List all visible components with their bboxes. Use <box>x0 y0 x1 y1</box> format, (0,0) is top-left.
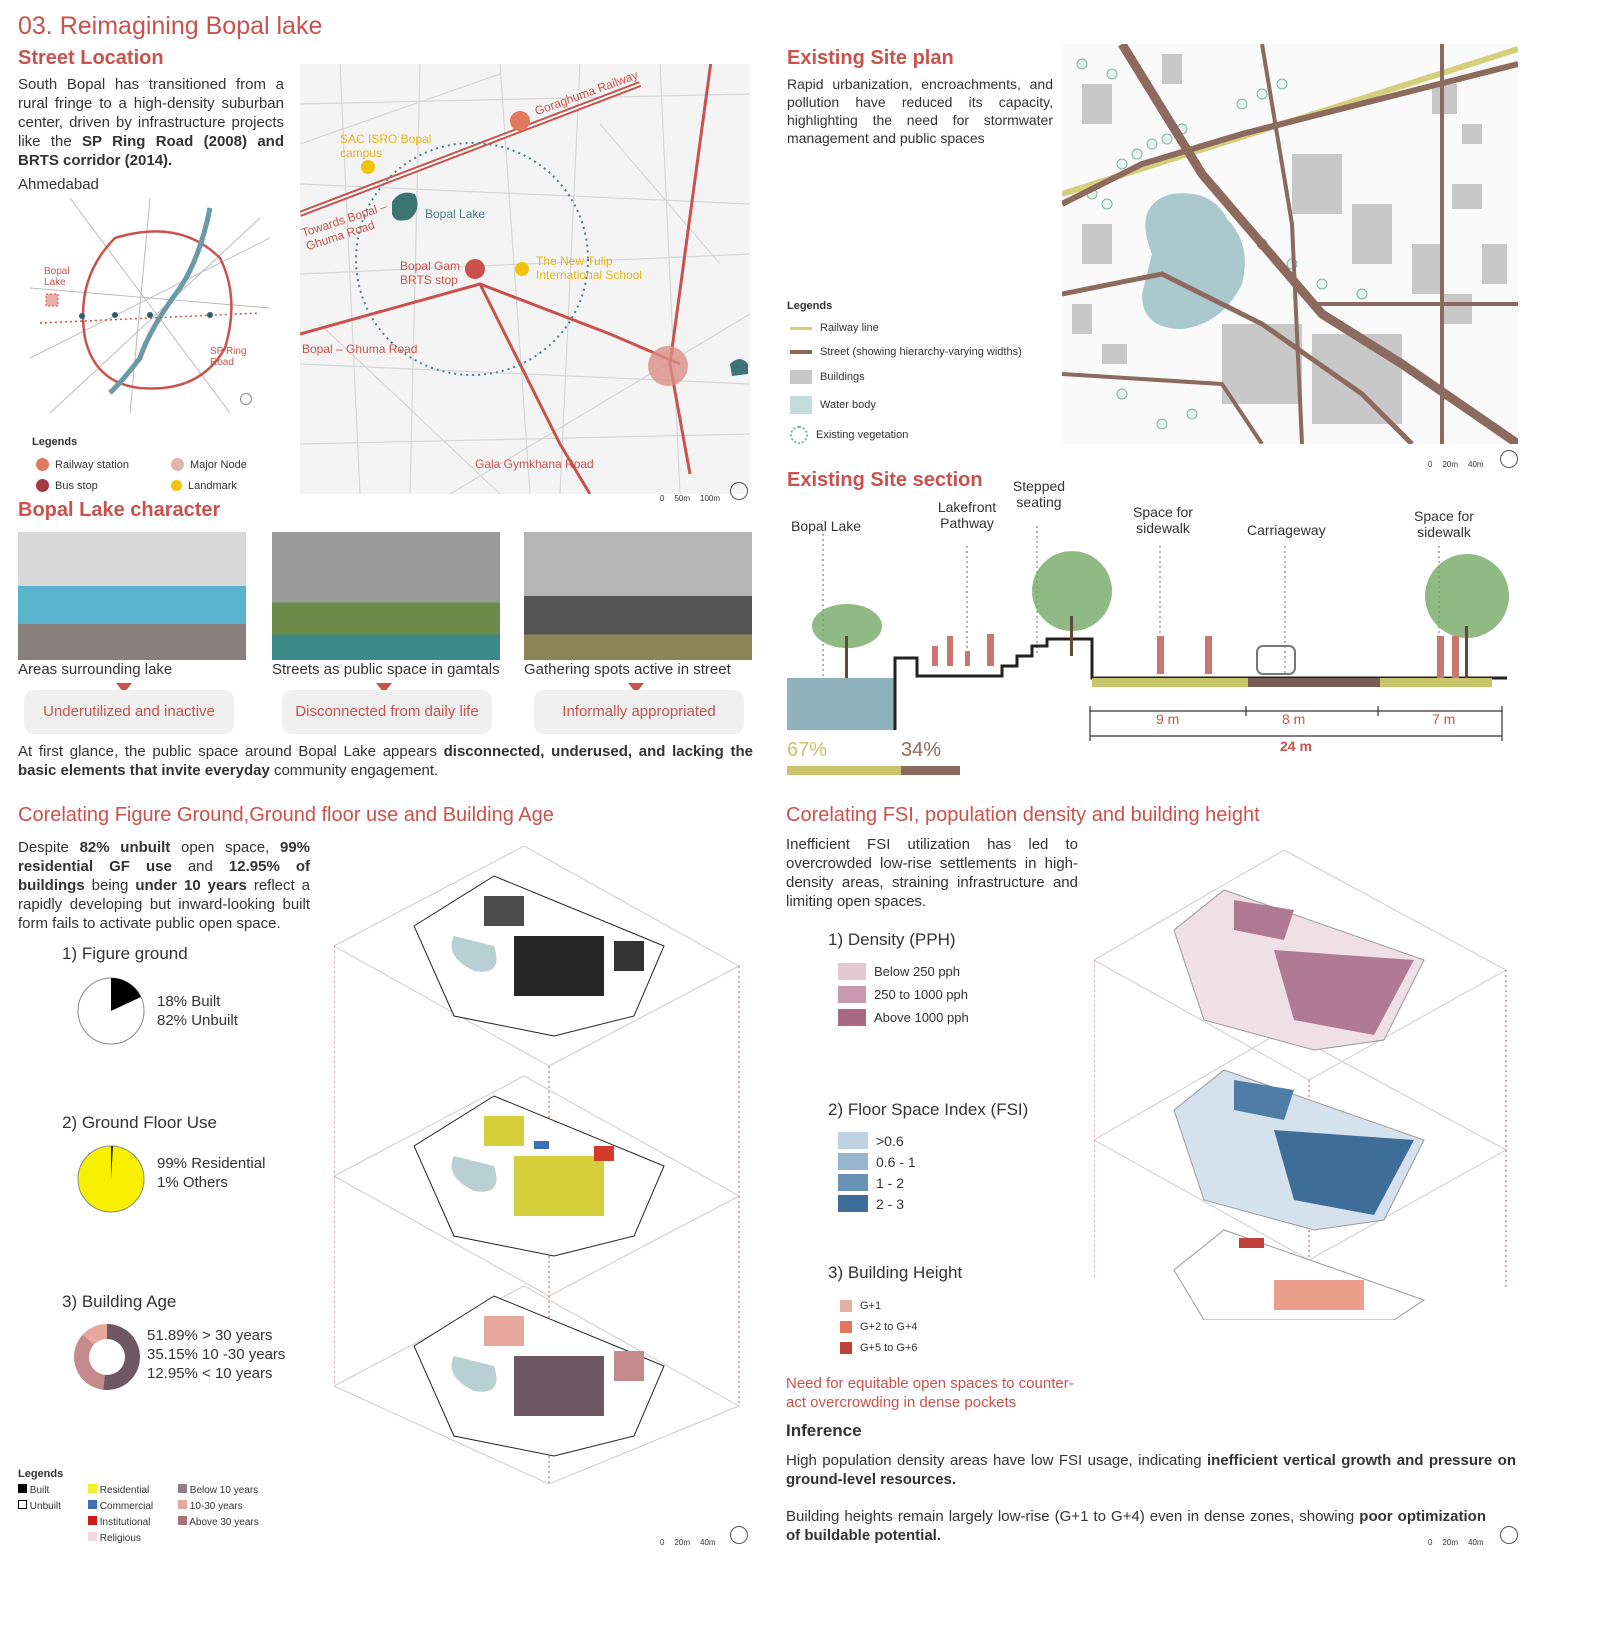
photo-street-gathering <box>524 532 752 660</box>
legend-item: G+1 <box>840 1300 917 1312</box>
legend-item: Religious <box>88 1532 178 1544</box>
fig1-legend: 18% Built 82% Unbuilt <box>157 993 238 1029</box>
bus-stop-icon <box>36 479 49 492</box>
section-label: Stepped seating <box>1012 478 1066 510</box>
result-pill: Informally appropriated <box>534 690 744 734</box>
street-location-heading: Street Location <box>18 47 164 69</box>
height-legend <box>840 1300 917 1363</box>
site-plan-legend <box>790 322 1022 453</box>
figure-ground-pie <box>76 976 146 1046</box>
figure-ground-iso-stack <box>334 846 744 1486</box>
character-summary: At first glance, the public space around Bopal Lake appears disconnected, underused, and lacking the basic elements that invite everyday community engagement. <box>18 743 753 779</box>
school-label: The New Tulip International School <box>536 254 643 282</box>
figure-ground-heading: Corelating Figure Ground,Ground floor use and Building Age <box>18 804 554 826</box>
street-legend <box>36 458 296 492</box>
legend-item: G+5 to G+6 <box>840 1342 917 1354</box>
north-arrow-icon <box>730 1526 748 1544</box>
lake-label: Bopal Lake <box>425 207 486 221</box>
section-label: Lakefront Pathway <box>937 499 997 531</box>
mini-map <box>30 198 270 413</box>
mini-map-ring-label: SP Ring Road <box>210 346 247 368</box>
fg-legend <box>18 1484 288 1544</box>
ground-floor-pie <box>76 1144 146 1214</box>
legend-item: G+2 to G+4 <box>840 1321 917 1333</box>
legend-item: 10-30 years <box>178 1500 288 1512</box>
location-map <box>300 64 750 494</box>
legends-title: Legends <box>32 436 78 448</box>
figure-ground-text: Despite 82% unbuilt open space, 99% residential GF use and 12.95% of buildings being under 10 years reflect a rapidly developing but inward-looking built form fails to activate public open space. <box>18 839 311 932</box>
fsi-iso-stack <box>1094 850 1514 1320</box>
inference-title: Inference <box>786 1421 862 1440</box>
density-title: 1) Density (PPH) <box>828 930 956 949</box>
fig2-title: 2) Ground Floor Use <box>62 1113 217 1132</box>
photo-gamtal-street <box>272 532 500 660</box>
fsi-text: Inefficient FSI utilization has led to overcrowded low-rise settlements in high-density areas, straining infrastructure and limiting open spaces. <box>786 836 1078 910</box>
legend-item: Above 30 years <box>178 1516 288 1528</box>
scale-bar: 0 50m 100m <box>660 494 721 503</box>
gala-label: Gala Gymkhana Road <box>475 457 594 471</box>
fsi-legend <box>838 1132 916 1221</box>
fig3-title: 3) Building Age <box>62 1292 177 1311</box>
dim-label: 9 m <box>1156 711 1180 727</box>
section-label: Carriageway <box>1247 522 1326 538</box>
isro-label: SAC ISRO Bopal campus <box>340 132 432 160</box>
inference-2: Building heights remain largely low-rise (G+1 to G+4) even in dense zones, showing poor optimization of buildable potential. <box>786 1508 1486 1544</box>
dim-total: 24 m <box>1280 738 1312 754</box>
north-arrow-icon <box>1500 1526 1518 1544</box>
vegetation-icon <box>790 426 808 444</box>
section-label: Space for sidewalk <box>1133 504 1193 536</box>
site-plan-legends-title: Legends <box>787 300 833 312</box>
section-label: Space for sidewalk <box>1414 508 1474 540</box>
legend-item: 0.6 - 1 <box>838 1153 916 1170</box>
legend-item: Water body <box>790 396 1022 414</box>
legend-item: Below 250 pph <box>838 963 969 980</box>
bopal-ghuma-label: Bopal – Ghuma Road <box>302 342 418 356</box>
pct-label: 34% <box>901 739 942 761</box>
fig1-title: 1) Figure ground <box>62 944 188 963</box>
legend-item: 250 to 1000 pph <box>838 986 969 1003</box>
page-title: 03. Reimagining Bopal lake <box>18 12 323 40</box>
legend-item: Institutional <box>88 1516 178 1528</box>
legend-item: Street (showing hierarchy-varying widths) <box>790 346 1022 358</box>
legend-item: >0.6 <box>838 1132 916 1149</box>
legend-item: Unbuilt <box>18 1500 88 1512</box>
result-pill: Disconnected from daily life <box>282 690 492 734</box>
legend-item: Built <box>18 1484 88 1496</box>
legend-item: Bus stop <box>36 479 171 492</box>
fsi-heading: Corelating FSI, population density and building height <box>786 804 1260 826</box>
legend-item: Existing vegetation <box>790 426 1022 444</box>
section-heading: Existing Site section <box>787 469 983 491</box>
scale-bar: 0 20m 40m <box>1428 1538 1484 1547</box>
photo-caption: Streets as public space in gamtals <box>272 661 500 678</box>
north-arrow-icon <box>240 393 252 405</box>
building-age-donut <box>72 1322 142 1392</box>
section-label: Bopal Lake <box>791 518 862 534</box>
legend-item: 1 - 2 <box>838 1174 916 1191</box>
north-arrow-icon <box>730 482 748 500</box>
height-title: 3) Building Height <box>828 1263 963 1282</box>
scale-bar: 0 20m 40m <box>660 1538 716 1547</box>
legend-item: Railway station <box>36 458 171 471</box>
inference-1: High population density areas have low FSI usage, indicating inefficient vertical growth and pressure on ground-level resources. <box>786 1452 1516 1488</box>
site-plan-map <box>1062 44 1518 444</box>
legend-item: Below 10 years <box>178 1484 288 1496</box>
need-text: Need for equitable open spaces to counter-act overcrowding in dense pockets <box>786 1375 1074 1411</box>
character-heading: Bopal Lake character <box>18 499 221 521</box>
photo-caption: Areas surrounding lake <box>18 661 173 678</box>
photo-caption: Gathering spots active in street <box>524 661 731 678</box>
major-node-icon <box>171 458 184 471</box>
railway-label: Goraghuma Railway <box>532 67 640 119</box>
street-location-text: South Bopal has transitioned from a rural fringe to a high-density suburban center, driven by infrastructure projects like the SP Ring Road (2008) and BRTS corridor (2014). <box>18 76 284 169</box>
legend-item: Buildings <box>790 370 1022 384</box>
result-pill: Underutilized and inactive <box>24 690 234 734</box>
fg-legends-title: Legends <box>18 1468 64 1480</box>
landmark-icon <box>171 480 182 491</box>
scale-bar: 0 20m 40m <box>1428 460 1484 469</box>
pct-label: 67% <box>787 739 828 761</box>
dim-label: 7 m <box>1432 711 1456 727</box>
bus-stop-label: Bopal Gam BRTS stop <box>400 259 461 287</box>
mini-map-lake-label: Bopal Lake <box>44 266 70 288</box>
site-plan-text: Rapid urbanization, encroachments, and pollution have reduced its capacity, highlighting the need for stormwater management and public spaces <box>787 76 1053 146</box>
legend-item: Railway line <box>790 322 1022 334</box>
legend-item: Residential <box>88 1484 178 1496</box>
fig3-legend: 51.89% > 30 years 35.15% 10 -30 years 12.95% < 10 years <box>147 1327 286 1382</box>
legend-item: Above 1000 pph <box>838 1009 969 1026</box>
towards-label: Towards Bopal – Ghuma Road <box>300 199 389 254</box>
photo-lake-surroundings <box>18 532 246 660</box>
density-legend <box>838 963 969 1035</box>
legend-item: Major Node <box>171 458 291 471</box>
fig2-legend: 99% Residential 1% Others <box>157 1155 266 1191</box>
fsi-index-title: 2) Floor Space Index (FSI) <box>828 1100 1029 1119</box>
railway-station-icon <box>36 458 49 471</box>
legend-item: 2 - 3 <box>838 1195 916 1212</box>
legend-item: Commercial <box>88 1500 178 1512</box>
legend-item: Landmark <box>171 479 291 492</box>
site-plan-heading: Existing Site plan <box>787 47 954 69</box>
north-arrow-icon <box>1500 450 1518 468</box>
city-label: Ahmedabad <box>18 176 99 193</box>
dim-label: 8 m <box>1282 711 1306 727</box>
